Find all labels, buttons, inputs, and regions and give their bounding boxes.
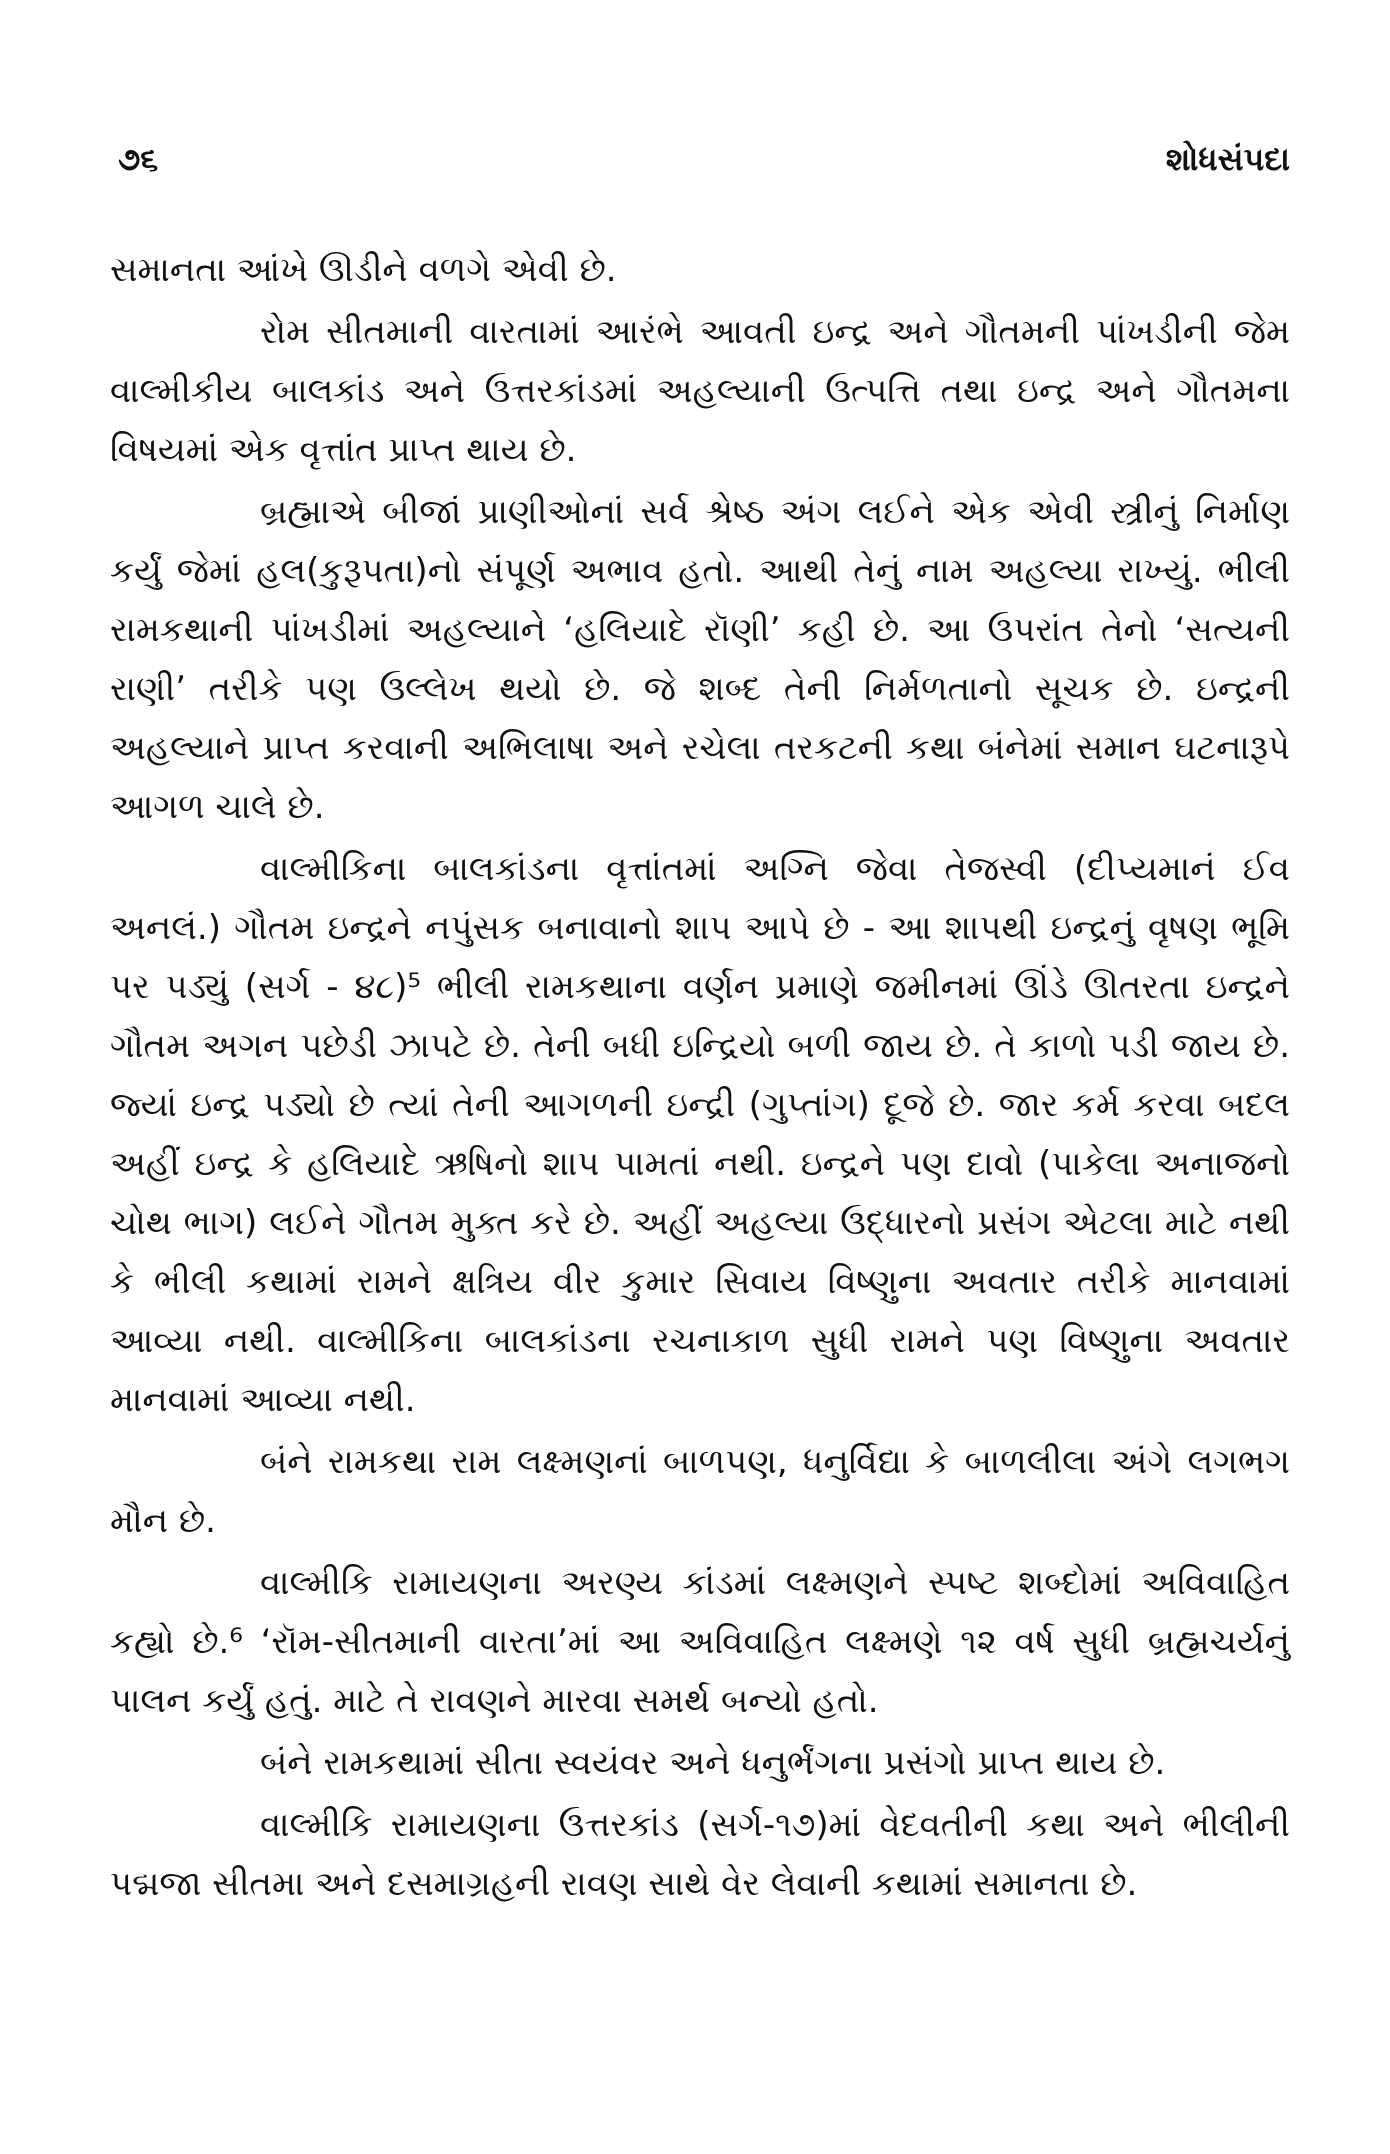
paragraph-7: બંને રામકથામાં સીતા સ્વયંવર અને ધનુર્ભંગના પ્રસંગો પ્રાપ્ત થાય છે. bbox=[260, 1743, 1166, 1783]
body-text bbox=[110, 241, 1290, 1914]
page-number: ૭૬ bbox=[118, 140, 159, 178]
paragraph-6: વાલ્મીકિ રામાયણના અરણ્ય કાંડમાં લક્ષ્મણને સ્પષ્ટ શબ્દોમાં અવિવાહિત કહ્યો છે.⁶ ‘રૉમ-સીતમાની વારતા’માં આ અવિવાહિત લક્ષ્મણે ૧૨ વર્ષ સુધી બ્રહ્મચર્યનું પાલન કર્યું હતું. માટે તે રાવણને મારવા સમર્થ બન્યો હતો. bbox=[110, 1563, 1290, 1721]
paragraph-5: બંને રામકથા રામ લક્ષ્મણનાં બાળપણ, ધનુર્વિદ્યા કે બાળલીલા અંગે લગભગ મૌન છે. bbox=[110, 1442, 1290, 1541]
paragraph-4: વાલ્મીકિના બાલકાંડના વૃત્તાંતમાં અગ્નિ જેવા તેજસ્વી (દીપ્યમાનં ઈવ અનલં.) ગૌતમ ઇન્દ્રને નપુંસક બનાવાનો શાપ આપે છે - આ શાપથી ઇન્દ્રનું વૃષણ ભૂમિ પર પડ્યું (સર્ગ - ૪૮)⁵ ભીલી રામકથાના વર્ણન પ્રમાણે જમીનમાં ઊંડે ઊતરતા ઇન્દ્રને ગૌતમ અગન પછેડી ઝાપટે છે. તેની બધી ઇન્દ્રિયો બળી જાય છે. તે કાળો પડી જાય છે. જ્યાં ઇન્દ્ર પડ્યો છે ત્યાં તેની આગળની ઇન્દ્રી (ગુપ્તાંગ) દૂજે છે. જાર કર્મ કરવા બદલ અહીં ઇન્દ્ર કે હલિયાદે ઋષિનો શાપ પામતાં નથી. ઇન્દ્રને પણ દાવો (પાકેલા અનાજનો ચોથ ભાગ) લઈને ગૌતમ મુક્ત કરે છે. અહીં અહલ્યા ઉદ્ધારનો પ્રસંગ એટલા માટે નથી કે ભીલી કથામાં રામને ક્ષત્રિય વીર કુમાર સિવાય વિષ્ણુના અવતાર તરીકે માનવામાં આવ્યા નથી. વાલ્મીકિના બાલકાંડના રચનાકાળ સુધી રામને પણ વિષ્ણુના અવતાર માનવામાં આવ્યા નથી. bbox=[110, 849, 1290, 1420]
paragraph-8: વાલ્મીકિ રામાયણના ઉત્તરકાંડ (સર્ગ-૧૭)માં વેદવતીની કથા અને ભીલીની પદ્મજા સીતમા અને દસમાગ્રહની રાવણ સાથે વેર લેવાની કથામાં સમાનતા છે. bbox=[110, 1805, 1290, 1904]
running-header bbox=[110, 140, 1290, 179]
paragraph-3: બ્રહ્માએ બીજાં પ્રાણીઓનાં સર્વ શ્રેષ્ઠ અંગ લઈને એક એવી સ્ત્રીનું નિર્માણ કર્યું જેમાં હલ(કુરૂપતા)નો સંપૂર્ણ અભાવ હતો. આથી તેનું નામ અહલ્યા રાખ્યું. ભીલી રામકથાની પાંખડીમાં અહલ્યાને ‘હલિયાદે રૉણી’ કહી છે. આ ઉપરાંત તેનો ‘સત્યની રાણી’ તરીકે પણ ઉલ્લેખ થયો છે. જે શબ્દ તેની નિર્મળતાનો સૂચક છે. ઇન્દ્રની અહલ્યાને પ્રાપ્ત કરવાની અભિલાષા અને રચેલા તરકટની કથા બંનેમાં સમાન ઘટનારૂપે આગળ ચાલે છે. bbox=[110, 492, 1290, 827]
paragraph-1: સમાનતા આંખે ઊડીને વળગે એવી છે. bbox=[110, 250, 617, 290]
paragraph-2: રોમ સીતમાની વારતામાં આરંભે આવતી ઇન્દ્ર અને ગૌતમની પાંખડીની જેમ વાલ્મીકીય બાલકાંડ અને ઉત્તરકાંડમાં અહલ્યાની ઉત્પત્તિ તથા ઇન્દ્ર અને ગૌતમના વિષયમાં એક વૃત્તાંત પ્રાપ્ત થાય છે. bbox=[110, 312, 1290, 470]
running-title: શોધસંપદા bbox=[1165, 140, 1290, 178]
